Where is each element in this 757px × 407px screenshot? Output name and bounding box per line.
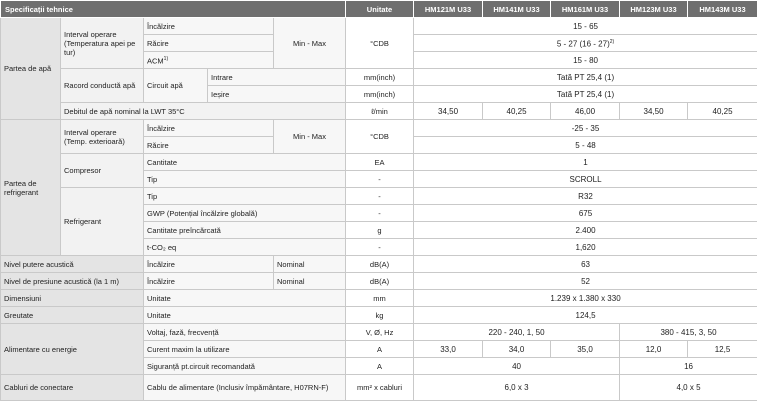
- supply-cable-label: Cablu de alimentare (Inclusiv împământare, H07RN-F): [144, 375, 346, 401]
- fuse-3ph-value: 16: [620, 358, 757, 375]
- flow-value: 46,00: [551, 103, 620, 120]
- cable-3ph-value: 4,0 x 5: [620, 375, 757, 401]
- weight-unit: kg: [346, 307, 414, 324]
- voltage-unit: V, Ø, Hz: [346, 324, 414, 341]
- table-row: [1, 18, 757, 35]
- current-value: 35,0: [551, 341, 620, 358]
- weight-sub: Unitate: [144, 307, 346, 324]
- fuse-label: Siguranță pt.circuit recomandată: [144, 358, 346, 375]
- header-model-1: HM121M U33: [414, 1, 483, 18]
- water-flow-label: Debitul de apă nominal la LWT 35°C: [61, 103, 346, 120]
- flow-value: 34,50: [620, 103, 688, 120]
- gwp-label: GWP (Potențial încălzire globală): [144, 205, 346, 222]
- compressor-quantity-unit: EA: [346, 154, 414, 171]
- current-value: 12,0: [620, 341, 688, 358]
- current-value: 34,0: [483, 341, 551, 358]
- table-row: [1, 103, 757, 120]
- compressor-label: Compresor: [61, 154, 144, 188]
- compressor-quantity-value: 1: [414, 154, 757, 171]
- water-flow-unit: ℓ/min: [346, 103, 414, 120]
- table-row: [1, 256, 757, 273]
- water-outlet-value: Tată PT 25,4 (1): [414, 86, 757, 103]
- sound-pressure-nominal: Nominal: [274, 273, 346, 290]
- flow-value: 40,25: [688, 103, 757, 120]
- sound-power-unit: dB(A): [346, 256, 414, 273]
- dimensions-unit: mm: [346, 290, 414, 307]
- header-model-3: HM161M U33: [551, 1, 620, 18]
- table-row: [1, 188, 757, 205]
- compressor-type-value: SCROLL: [414, 171, 757, 188]
- sound-pressure-unit: dB(A): [346, 273, 414, 290]
- water-cooling-label: Răcire: [144, 35, 274, 52]
- refrigerant-cooling-value: 5 - 48: [414, 137, 757, 154]
- refrigerant-heating-value: -25 - 35: [414, 120, 757, 137]
- table-row: [1, 307, 757, 324]
- compressor-quantity-label: Cantitate: [144, 154, 346, 171]
- table-row: [1, 154, 757, 171]
- weight-value: 124,5: [414, 307, 757, 324]
- cables-label: Cabluri de conectare: [1, 375, 144, 401]
- header-model-2: HM141M U33: [483, 1, 551, 18]
- power-label: Alimentare cu energie: [1, 324, 144, 375]
- table-row: [1, 273, 757, 290]
- weight-label: Greutate: [1, 307, 144, 324]
- water-outlet-label: Ieșire: [208, 86, 346, 103]
- compressor-type-unit: -: [346, 171, 414, 188]
- sound-pressure-sub: Încălzire: [144, 273, 274, 290]
- precharge-label: Cantitate preîncărcată: [144, 222, 346, 239]
- current-value: 33,0: [414, 341, 483, 358]
- water-minmax-label: Min - Max: [274, 18, 346, 69]
- water-circuit-label: Circuit apă: [144, 69, 208, 103]
- water-heating-value: 15 - 65: [414, 18, 757, 35]
- refrigerant-interval-unit: °CDB: [346, 120, 414, 154]
- refrigerant-label: Refrigerant: [61, 188, 144, 256]
- water-heating-label: Încălzire: [144, 18, 274, 35]
- refrigerant-group-label: Partea de refrigerant: [1, 120, 61, 256]
- sound-power-sub: Încălzire: [144, 256, 274, 273]
- voltage-1ph-value: 220 - 240, 1, 50: [414, 324, 620, 341]
- voltage-label: Voltaj, fază, frecvență: [144, 324, 346, 341]
- water-group-label: Partea de apă: [1, 18, 61, 120]
- gwp-unit: -: [346, 205, 414, 222]
- table-row: [1, 375, 757, 401]
- gwp-value: 675: [414, 205, 757, 222]
- water-inlet-unit: mm(inch): [346, 69, 414, 86]
- dimensions-value: 1.239 x 1.380 x 330: [414, 290, 757, 307]
- table-row: [1, 324, 757, 341]
- voltage-3ph-value: 380 - 415, 3, 50: [620, 324, 757, 341]
- water-connection-label: Racord conductă apă: [61, 69, 144, 103]
- tco2-unit: -: [346, 239, 414, 256]
- flow-value: 40,25: [483, 103, 551, 120]
- max-current-label: Curent maxim la utilizare: [144, 341, 346, 358]
- table-row: [1, 69, 757, 86]
- refrigerant-minmax-label: Min - Max: [274, 120, 346, 154]
- sound-pressure-value: 52: [414, 273, 757, 290]
- refrigerant-type-unit: -: [346, 188, 414, 205]
- fuse-unit: A: [346, 358, 414, 375]
- dimensions-label: Dimensiuni: [1, 290, 144, 307]
- sound-power-value: 63: [414, 256, 757, 273]
- water-interval-unit: °CDB: [346, 18, 414, 69]
- water-inlet-value: Tată PT 25,4 (1): [414, 69, 757, 86]
- tco2-value: 1,620: [414, 239, 757, 256]
- current-value: 12,5: [688, 341, 757, 358]
- water-outlet-unit: mm(inch): [346, 86, 414, 103]
- refrigerant-cooling-label: Răcire: [144, 137, 274, 154]
- refrigerant-type-label: Tip: [144, 188, 346, 205]
- tco2-label: t-CO₂ eq: [144, 239, 346, 256]
- refrigerant-type-value: R32: [414, 188, 757, 205]
- max-current-unit: A: [346, 341, 414, 358]
- precharge-unit: g: [346, 222, 414, 239]
- header-row: [1, 1, 757, 18]
- precharge-value: 2.400: [414, 222, 757, 239]
- sound-power-nominal: Nominal: [274, 256, 346, 273]
- flow-value: 34,50: [414, 103, 483, 120]
- supply-cable-unit: mm² x cabluri: [346, 375, 414, 401]
- header-unit: Unitate: [346, 1, 414, 18]
- water-cooling-value: 5 - 27 (16 - 27)$^{2)}$: [414, 35, 757, 52]
- sound-pressure-label: Nivel de presiune acustică (la 1 m): [1, 273, 144, 290]
- refrigerant-interval-label: Interval operare (Temp. exterioară): [61, 120, 144, 154]
- header-specs: Specificații tehnice: [1, 1, 346, 18]
- table-row: [1, 290, 757, 307]
- cable-1ph-value: 6,0 x 3: [414, 375, 620, 401]
- water-inlet-label: Intrare: [208, 69, 346, 86]
- refrigerant-heating-label: Încălzire: [144, 120, 274, 137]
- header-model-5: HM143M U33: [688, 1, 757, 18]
- table-row: [1, 120, 757, 137]
- water-interval-label: Interval operare (Temperatura apei pe tur): [61, 18, 144, 69]
- water-dhw-value: 15 - 80: [414, 52, 757, 69]
- fuse-1ph-value: 40: [414, 358, 620, 375]
- sound-power-label: Nivel putere acustică: [1, 256, 144, 273]
- header-model-4: HM123M U33: [620, 1, 688, 18]
- water-dhw-label: ACM$^{1)}$: [144, 52, 274, 69]
- compressor-type-label: Tip: [144, 171, 346, 188]
- dimensions-sub: Unitate: [144, 290, 346, 307]
